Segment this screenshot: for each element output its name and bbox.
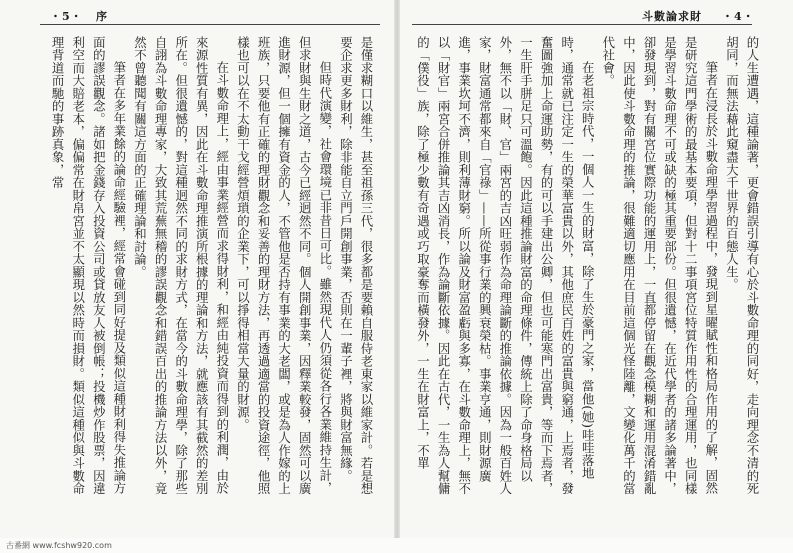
right-header-rule (412, 24, 752, 25)
left-paragraph: 是僅求糊口以維生，甚至祖孫三代，很多都是要賴自服侍老東家以維家計。若是想要企求更多財利，除非能自立門戶開創事業，否則在一輩子裡，將與財富無緣。 (338, 36, 374, 495)
book-gutter (394, 0, 400, 538)
right-page-number: ・4・ (722, 10, 755, 23)
right-paragraph: 的人生遭遇，這種論著，更會錯誤引導有心於斗數命理的同好，走向理念不清的死胡同，而無法藉此窺盡大千世界的百態人生。 (724, 36, 760, 495)
right-page-body (415, 36, 762, 498)
left-paragraph: 但時代演變，社會環境已非昔日可比。雖然現代人仍須從各行各業維持生計，但求財與生財之道，古今已經迥然不同。個人開創事業，因釋業較發，固然可以廣進財源，但一個擁有資金的人，不管他是否持有事業的大老闆，或是為人作嫁的上班族，只要他有正確的理財觀念和妥善的理財方法，再透過適當的投資途徑，他照樣也可以在不太動干戈經營煩瑣的企業下，可以掙得相當大量的財源。 (235, 36, 333, 495)
left-page-body (44, 36, 376, 498)
right-paragraph: 筆者在浸長於斗數命理學習過程中，發現到星曜賦性和格局作用的了解，固然是研究這門學術的最基本要項，但對十二事項宮位特質作用性的合理運用，也同樣是學習斗數命理不可或缺的極其重要部份。但很遺憾，在近代學者的諸多論著中，卻發現到，對有關宮位實際功能的運用上，一直都停留在觀念模糊和運用混淆錯亂中，因此使斗數命理的推論，很難適切應用在目前這個光怪陸離，文變化萬千的當代社會。 (600, 36, 719, 495)
right-page-running-title: 斗數論求財 (642, 10, 702, 23)
left-paragraph: 筆者在多年業餘的論命經驗裡，經常會碰到同好提及類似這種財利得失推論方面的謬誤觀念。諸如把金錢存入投資公司或貸放友人被倒帳；投機炒作股票，因違利空而大賠老本，偏偏常在財帛宮並不太顯現以然時而損財。類似這種似與斗數命理背道而馳的事跡真象，常 (50, 36, 127, 495)
left-header-rule (40, 24, 380, 25)
left-page-running-title: 序 (96, 10, 108, 23)
left-page-number: ・5・ (50, 10, 83, 23)
right-paragraph: 在老祖宗時代，一個人一生的財富，除了生於豪門之家，當他(她)哇哇落地時，通常就已注定一生的榮華富貴以外，其他庶民百姓的富貴與窮通，上焉者，發奮圖強加上命運助勢，有的可以手建出公卿，但也可能寒門出富貴，等而下焉者，一生肝手胼足只可溫飽。因此這種推論財富的命理條件，傳統上除了命身格局以外，無不以「財、官」兩宮的吉凶旺弱作為命理論斷的推論依據。因為一般百姓人家，財富通常都來自「官祿」——所從事行業的興衰榮枯。事業亨通，則財源廣進，事業坎坷不濟，則利薄財窮。所以論及財富盈虧與多寡，在斗數命理上，無不以「財官」兩宮合併推論其吉凶消長，作為論斷依據。因此在古代，一生為人幫傭的「僕役」族，除了極少數有奇遇或巧取豪奪而橫發外，一生在財富上，不單 (415, 36, 596, 495)
site-watermark: 古番網 www.fcshw920.com (6, 541, 112, 550)
left-paragraph: 在斗數命理上，經由事業經營而求得財利，和經由純投資而得到的利潤，由於來源性質有異，因此在斗數命理推演所根據的理論和方法，就應該有其截然的差別所在。但很遺憾的，對這種迥然不同的求財方式，在當今的斗數命理學，除了那些自詡為斗數命理專家，大致其荒蕪無稽的謬誤觀念和錯誤百出的推論方法以外，竟然不曾聽聞有關這方面的正確理論和討論。 (132, 36, 230, 495)
